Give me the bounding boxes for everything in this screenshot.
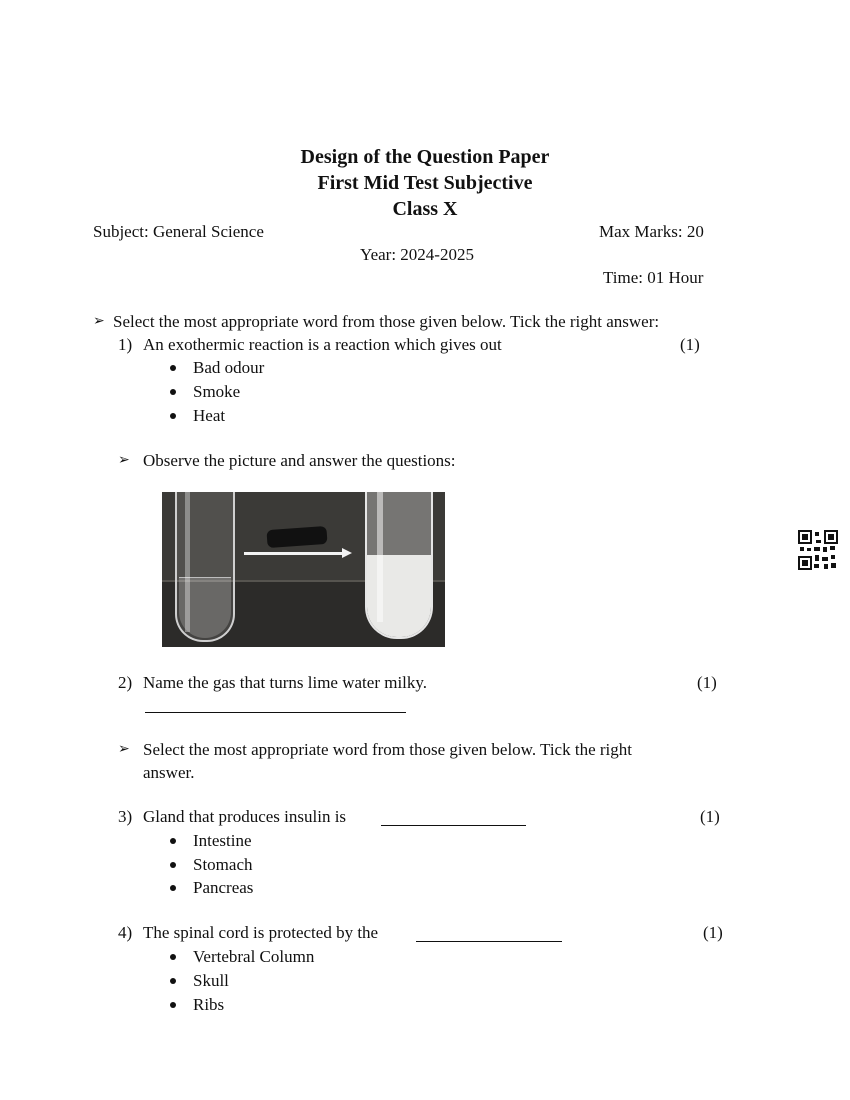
bullet-dot-icon [170,954,176,960]
q3-number: 3) [118,807,133,826]
q3-option-2[interactable]: Stomach [193,855,253,874]
bullet-dot-icon [170,389,176,395]
lime-water-test-tubes-image [162,492,445,647]
milky-lime-water-tube [365,492,433,639]
q1-marks: (1) [680,335,700,354]
q4-number: 4) [118,923,133,942]
q2-text: Name the gas that turns lime water milky. [143,673,428,692]
q4-blank-line[interactable] [416,941,562,942]
q4-text: The spinal cord is protected by the [143,923,379,942]
q3-option-1[interactable]: Intestine [193,831,252,850]
qr-code-icon[interactable] [798,530,838,570]
q3-marks: (1) [700,807,720,826]
q3-blank-line[interactable] [381,825,526,826]
q1-number: 1) [118,335,133,354]
q4-marks: (1) [703,923,723,942]
test-title: First Mid Test Subjective [317,172,533,194]
arrow-bullet-icon: ➢ [93,314,105,329]
class-title: Class X [392,198,458,220]
section3-instruction-line2: answer. [143,763,195,782]
q1-option-3[interactable]: Heat [193,406,226,425]
q2-number: 2) [118,673,133,692]
bullet-dot-icon [170,862,176,868]
section3-instruction-line1: Select the most appropriate word from those given below. Tick the right [143,740,632,759]
bullet-dot-icon [170,838,176,844]
q1-option-2[interactable]: Smoke [193,382,241,401]
subject-label: Subject: General Science [93,222,264,241]
bullet-dot-icon [170,1002,176,1008]
q4-option-1[interactable]: Vertebral Column [193,947,315,966]
paper-title: Design of the Question Paper [300,146,550,168]
q4-option-2[interactable]: Skull [193,971,229,990]
max-marks-label: Max Marks: 20 [599,222,704,241]
time-label: Time: 01 Hour [603,268,704,287]
bullet-dot-icon [170,978,176,984]
bullet-dot-icon [170,413,176,419]
bullet-dot-icon [170,365,176,371]
q1-option-1[interactable]: Bad odour [193,358,265,377]
bullet-dot-icon [170,885,176,891]
reaction-arrow-icon [244,552,344,555]
arrow-bullet-icon: ➢ [118,742,130,757]
clear-lime-water-tube [175,492,235,642]
q1-text: An exothermic reaction is a reaction which gives out [143,335,502,354]
arrow-bullet-icon: ➢ [118,453,130,468]
q2-marks: (1) [697,673,717,692]
q2-answer-line[interactable] [145,712,406,713]
q4-option-3[interactable]: Ribs [193,995,225,1014]
section1-instruction: Select the most appropriate word from those given below. Tick the right answer: [113,312,660,331]
year-label: Year: 2024-2025 [360,245,474,264]
q3-option-3[interactable]: Pancreas [193,878,254,897]
q3-text: Gland that produces insulin is [143,807,347,826]
section2-instruction: Observe the picture and answer the questions: [143,451,456,470]
